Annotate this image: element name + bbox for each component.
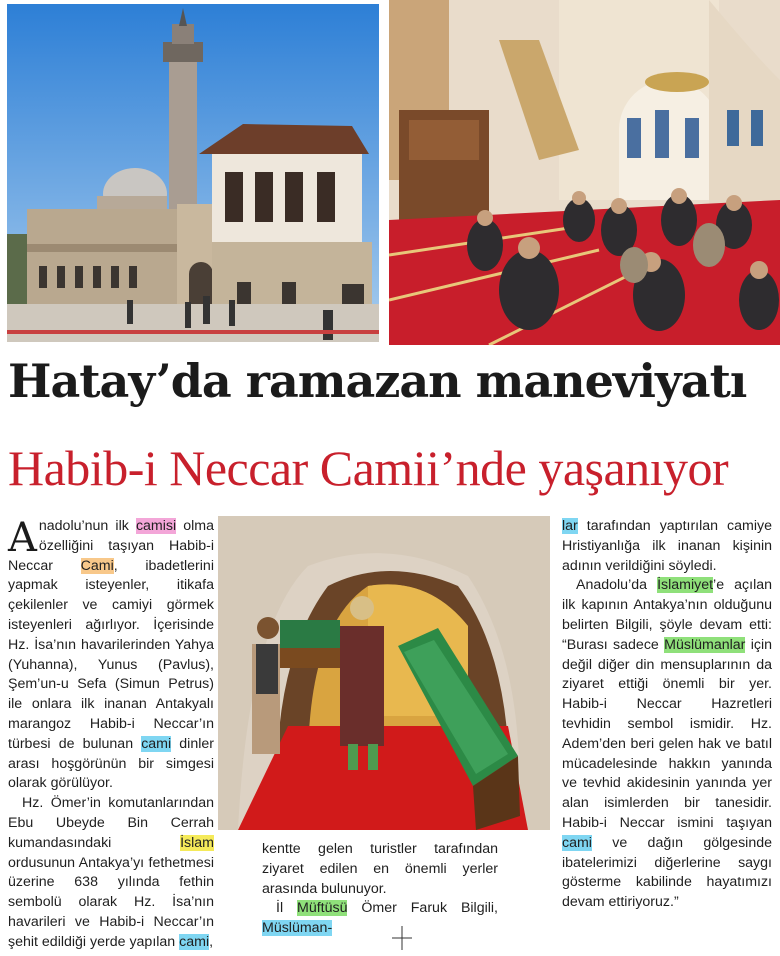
- paragraph: Hz. Ömer’in komutanlarından Ebu Ubeyde Bin Cerrah kumandasındaki İslam ordusunun Antakya’yı fethetmesi üzerine 638 yılında fethin sembolü olarak Hz. İsa’nın havarileri ve Habib-i Neccar’ın şehit edildiği yerde yapılan cami,: [8, 795, 214, 950]
- highlight: lar: [562, 518, 578, 534]
- paragraph: lar tarafından yaptırılan camiye Hristiyanlığa ilk inanan kişinin adının verildiğini söyledi.: [562, 518, 772, 574]
- paragraph: Anadolu’nun ilk camisi olma özelliğini taşıyan Habib-i Neccar Cami, ibadetlerini yapmak isteyenler, itikafa çekilenler ve camiyi görmek isteyenleri ağırlıyor. İçerisinde Hz. İsa’nın havarilerinden Yahya (Yuhanna), Yunus (Pavlus), Şem’un-u Sefa (Simun Petrus) ile onlara ilk inanan Antakyalı marangoz Habib-i Neccar’ın türbesi de bulunan cami dinler arası hoşgörünün bir simgesi olarak görülüyor.: [8, 515, 214, 792]
- highlight: İslam: [180, 834, 214, 851]
- highlight: cami: [141, 735, 172, 752]
- paragraph: Anadolu’da İslamiyet’e açılan ilk kapının Antakya’nın olduğunu belirten Bilgili, şöyle devam etti: “Burası sadece Müslümanlar için değil diğer din mensuplarının da ziyaret ettiği önemli bir yer. Habib-i Neccar Hazretleri tevhidin sembol ismidir. Hz. Adem’den beri gelen hak ve batıl mücadelesinde hakkın yanında ve tevhid akidesinin yanında yer alan isimlerden bir tanesidir. Habib-i Neccar ismini taşıyan cami ve dağın gölgesinde ibatelerimizi diğerlerine saygı gösterme kabilinde hayatımızı devam ettiriyoruz.”: [562, 577, 772, 911]
- highlight: Müslümanlar: [664, 636, 746, 653]
- highlight: camisi: [135, 518, 177, 534]
- subheadline: Habib-i Neccar Camii’nde yaşanıyor: [8, 440, 729, 496]
- highlight: cami: [179, 933, 210, 950]
- column-2: [262, 840, 498, 939]
- highlight: Cami: [80, 557, 114, 574]
- crop-mark-icon: [392, 926, 412, 950]
- highlight: Müslüman-: [262, 920, 333, 937]
- highlight: Müftüsü: [297, 900, 348, 917]
- photo-tomb-crypt: [218, 516, 550, 830]
- photo-mosque-exterior: [7, 4, 379, 342]
- headline: Hatay’da ramazan maneviyatı: [8, 354, 747, 408]
- column-1: [8, 517, 214, 953]
- column-3: [562, 517, 772, 913]
- highlight: cami: [562, 834, 592, 851]
- drop-cap: A: [8, 515, 37, 561]
- paragraph: kentte gelen turistler tarafından ziyaret edilen en önemli yerler arasında bulunuyor.: [262, 841, 498, 897]
- photo-mosque-interior: [389, 0, 780, 345]
- paragraph: İl Müftüsü Ömer Faruk Bilgili, Müslüman-: [262, 900, 498, 937]
- highlight: İslamiyet: [657, 577, 714, 594]
